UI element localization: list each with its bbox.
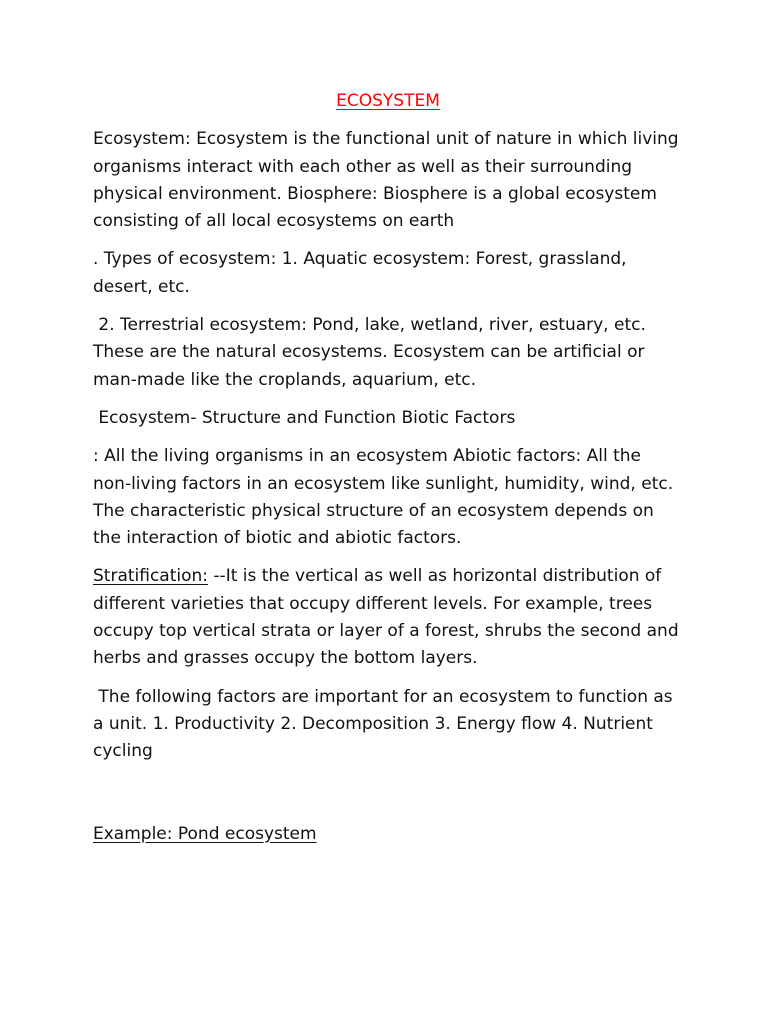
paragraph-functions-text: The following factors are important for an ecosystem to function as a unit. 1. Productivity 2. Decomposition 3. Energy flow 4. Nutrient cycling [93,686,673,762]
document-body [93,88,683,859]
paragraph-functions [93,684,683,766]
paragraph-terrestrial [93,312,683,394]
paragraph-definition: Ecosystem: Ecosystem is the functional unit of nature in which living organisms interact with each other as well as their surrounding physical environment. Biosphere: Biosphere is a global ecosystem consisting of all local ecosystems on earth [93,129,679,232]
paragraph-example [93,821,683,848]
blank-line [93,777,683,821]
paragraph-types: . Types of ecosystem: 1. Aquatic ecosystem: Forest, grassland, desert, etc. [93,249,627,297]
paragraph-structure-heading [93,405,683,432]
example-heading: Example: Pond ecosystem [93,823,317,844]
document-title: ECOSYSTEM [336,91,440,111]
paragraph-factors: : All the living organisms in an ecosystem Abiotic factors: All the non-living factors in an ecosystem like sunlight, humidity, wind, etc. The characteristic physical structure of an ecosystem depends on the interaction of biotic and abiotic factors. [93,446,674,549]
paragraph-structure-heading-text: Ecosystem- Structure and Function Biotic Factors [98,407,516,428]
paragraph-stratification [93,563,683,672]
stratification-body: --It is the vertical as well as horizontal distribution of different varieties that occupy different levels. For example, trees occupy top vertical strata or layer of a forest, shrubs the second and herbs and grasses occupy the bottom layers. [93,566,679,669]
paragraph-terrestrial-text: 2. Terrestrial ecosystem: Pond, lake, wetland, river, estuary, etc. These are the natural ecosystems. Ecosystem can be artificial or man-made like the croplands, aquarium, etc. [93,315,646,390]
stratification-heading: Stratification: [93,566,209,587]
